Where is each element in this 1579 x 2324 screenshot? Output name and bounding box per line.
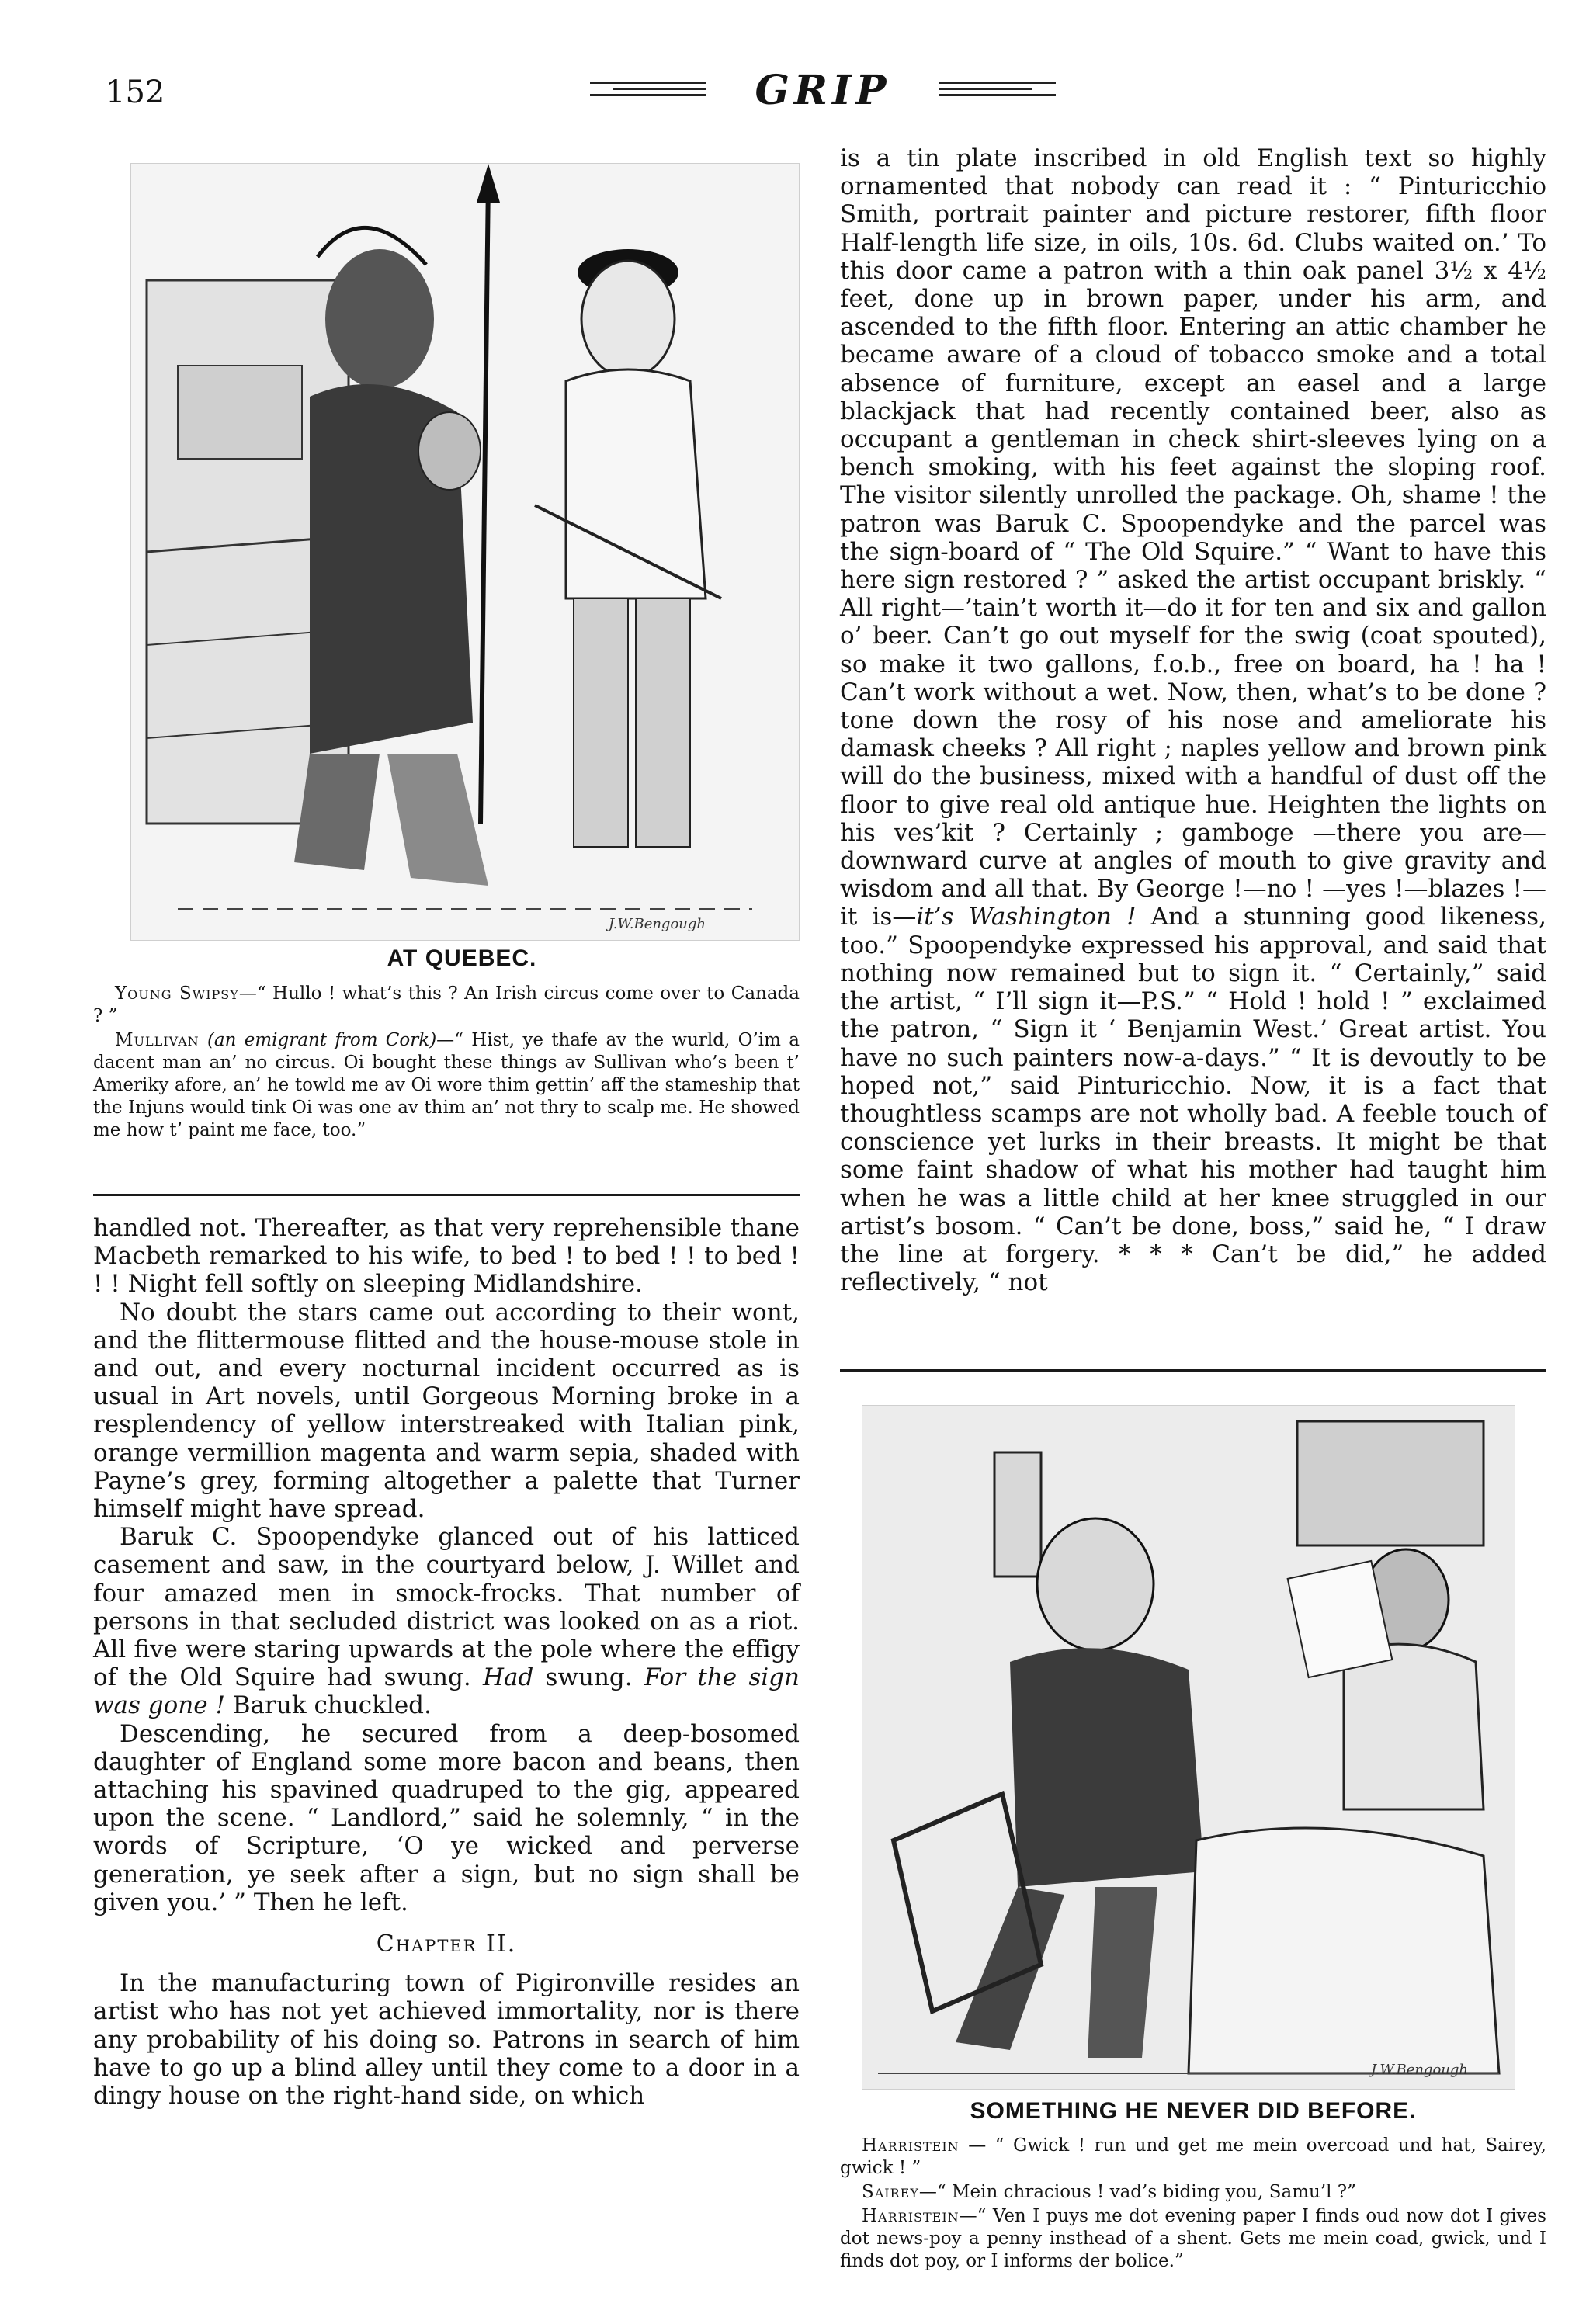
masthead-rule-right: [939, 78, 1056, 101]
masthead: [590, 67, 1056, 116]
caption-line: Mullivan (an emigrant from Cork)—“ Hist, ye thafe av the wurld, O’im a dacent man an’ no circus. Oi bought these things av Sullivan who’s been t’ Ameriky afore, an’ he towld me av Oi wore thim gettin’ aff the stameship that the Injuns would tink Oi was one av thim an’ not thry to scalp me. He showed me how t’ paint me face, too.”: [93, 1030, 800, 1140]
cartoon-signature: J.W.Bengough: [1370, 2062, 1468, 2078]
cartoon-title-something: SOMETHING HE NEVER DID BEFORE.: [970, 2098, 1417, 2124]
cartoon-caption-something: [840, 2135, 1546, 2274]
cartoon-something-he-never-did-before: [862, 1405, 1515, 2090]
column-rule-left: [93, 1194, 800, 1196]
cartoon-signature: J.W.Bengough: [608, 916, 706, 932]
cartoon-at-quebec: [130, 163, 800, 941]
paragraph: is a tin plate inscribed in old English text so highly ornamented that nobody can read it : “ Pinturicchio Smith, portrait painter and picture restorer, fifth floor Half-length life size, in oils, 10s. 6d. Clubs waited on.’ To this door came a patron with a thin oak panel 3½ x 4½ feet, done up in brown paper, under his arm, and ascended to the fifth floor. Entering an attic chamber he became aware of a cloud of tobacco smoke and a total absence of furniture, except an easel and a large blackjack that had recently contained beer, also as occupant a gentleman in check shirt-sleeves lying on a bench smoking, with his feet against the sloping roof. The visitor silently unrolled the package. Oh, shame ! the patron was Baruk C. Spoopendyke and the parcel was the sign-board of “ The Old Squire.” “ Want to have this here sign restored ? ” asked the artist occupant briskly. “ All right—’tain’t worth it—do it for ten and six and gallon o’ beer. Can’t go out myself for the swig (coat spouted), so make it two gallons, f.o.b., free on board, ha ! ha ! Can’t work without a wet. Now, then, what’s to be done ? tone down the rosy of his nose and ameliorate his damask cheeks ? All right ; naples yellow and brown pink will do the business, mixed with a handful of dust off the floor to give real old antique hue. Heighten the lights on his ves’kit ? Certainly ; gamboge —there you are—downward curve at angles of mouth to give gravity and wisdom and all that. By George !—no ! —yes !—blazes !—it is—it’s Washington ! And a stunning good likeness, too.” Spoopendyke expressed his approval, and said that nothing now remained but to sign it. “ Certainly,” said the artist, “ I’ll sign it—P.S.” “ Hold ! hold ! ” exclaimed the patron, “ Sign it ‘ Benjamin West.’ Great artist. You have no such painters now-a-days.” “ It is devoutly to be hoped not,” said Pinturicchio. Now, it is a fact that thoughtless scamps are not wholly bad. A feeble touch of conscience yet lurks in their breasts. It might be that some faint shadow of what his mother had taught him when he was a little child at her knee struggled in our artist’s bosom. “ Can’t be done, boss,” said he, “ I draw the line at forgery. * * * Can’t be did,” he added reflectively, “ not: [840, 144, 1546, 1297]
paragraph: Baruk C. Spoopendyke glanced out of his latticed casement and saw, in the courtyard below, J. Willet and four amazed men in smock-frocks. That number of persons in that secluded district was looked on as a riot. All five were staring upwards at the pole where the effigy of the Old Squire had swung. Had swung. For the sign was gone ! Baruk chuckled.: [93, 1523, 800, 1720]
article-right-column: [840, 144, 1546, 1296]
column-rule-right: [840, 1369, 1546, 1372]
paragraph: Descending, he secured from a deep-bosomed daughter of England some more bacon and beans, then attaching his spavined quadruped to the gig, appeared upon the scene. “ Landlord,” said he solemnly, “ in the words of Scripture, ‘O ye wicked and perverse generation, ye seek after a sign, but no sign shall be given you.’ ” Then he left.: [93, 1719, 800, 1916]
caption-line: Harristein — “ Gwick ! run und get me mein overcoad und hat, Sairey, gwick ! ”: [840, 2135, 1546, 2178]
caption-line: Sairey—“ Mein chracious ! vad’s biding you, Samu’l ?”: [862, 2182, 1356, 2202]
page-number: 152: [106, 75, 165, 110]
article-left-column: [93, 1214, 800, 2110]
cartoon-caption-at-quebec: [93, 983, 800, 1143]
magazine-title: GRIP: [755, 67, 891, 114]
cartoon-title-at-quebec: AT QUEBEC.: [387, 945, 537, 971]
paragraph: handled not. Thereafter, as that very reprehensible thane Macbeth remarked to his wife, to bed ! to bed ! ! to bed ! ! ! Night fell softly on sleeping Midlandshire.: [93, 1214, 800, 1299]
paragraph: No doubt the stars came out according to their wont, and the flittermouse flitted and the house-mouse stole in and out, and every nocturnal incident occurred as is usual in Art novels, until Gorgeous Morning broke in a resplendency of yellow interstreaked with Italian pink, orange vermillion magenta and warm sepia, shaded with Payne’s grey, forming altogether a palette that Turner himself might have spread.: [93, 1298, 800, 1524]
cartoon-something-drawing: [862, 1406, 1515, 2089]
chapter-heading: Chapter II.: [376, 1930, 517, 1958]
cartoon-at-quebec-drawing: [131, 164, 799, 940]
paragraph: In the manufacturing town of Pigironville resides an artist who has not yet achieved immortality, nor is there any probability of his doing so. Patrons in search of him have to go up a blind alley until they come to a door in a dingy house on the right-hand side, on which: [93, 1969, 800, 2111]
caption-line: Harristein—“ Ven I puys me dot evening paper I finds oud now dot I gives dot news-poy a penny insthead of a shent. Gets me mein coad, gwick, und I finds dot poy, or I informs der bolice.”: [840, 2206, 1546, 2271]
caption-line: Young Swipsy—“ Hullo ! what’s this ? An Irish circus come over to Canada ? ”: [93, 983, 800, 1026]
